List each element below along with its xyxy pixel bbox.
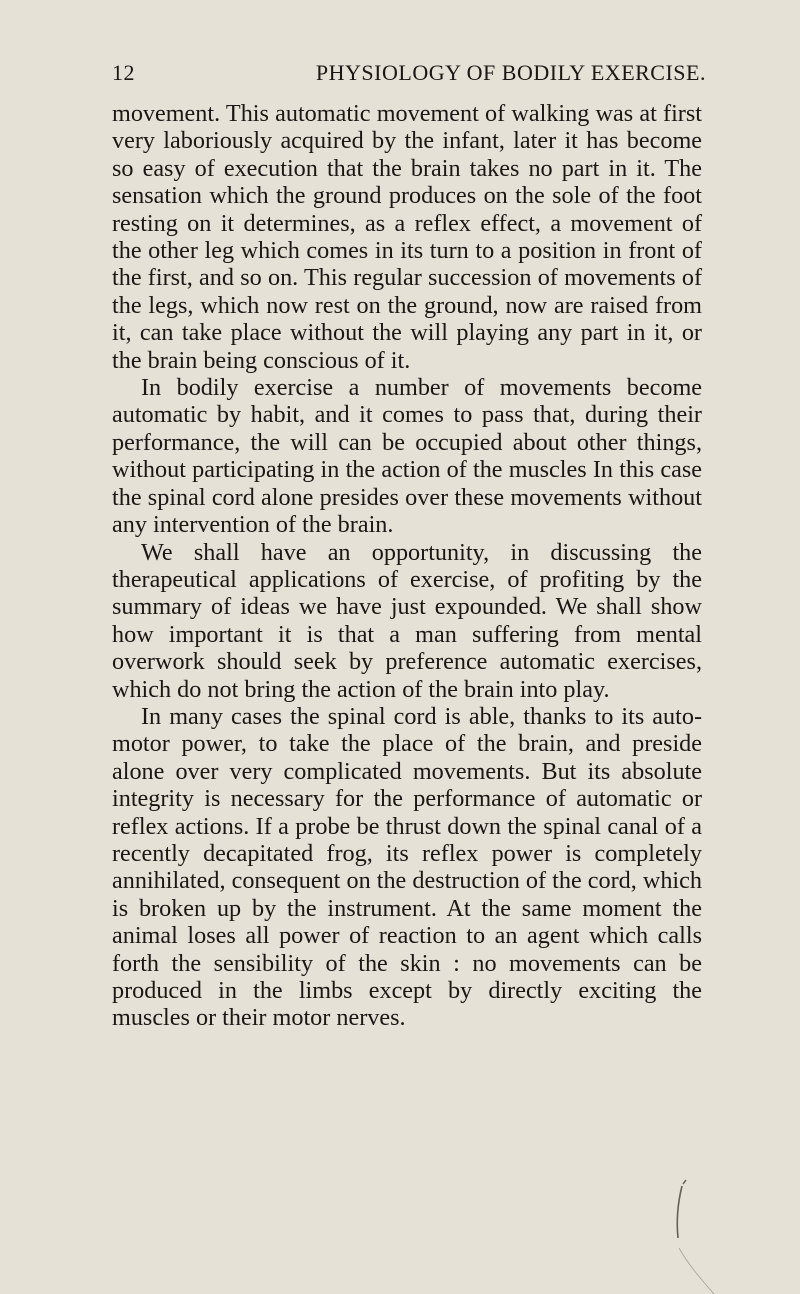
paragraph: In many cases the spinal cord is able, thanks to its auto-motor power, to take the place of the brain, and preside alone over very complicated movements. But its absolute integrity is necessary for the performance of automatic or reflex actions. If a probe be thrust down the spinal canal of a recently decapitated frog, its reflex power is completely annihilated, consequent on the destruction of the cord, which is broken up by the instrument. At the same moment the animal loses all power of reaction to an agent which calls forth the sensibility of the skin : no movements can be produced in the limbs except by directly exciting the muscles or their motor nerves. <box>112 702 702 1032</box>
paragraph: We shall have an opportunity, in discussing the therapeutical applications of exercise, of profiting by the summary of ideas we have just expounded. We shall show how important it is that a man suffering from mental overwork should seek by preference automatic exercises, which do not bring the action of the brain into play. <box>112 538 702 703</box>
paragraph: In bodily exercise a number of movements become automatic by habit, and it comes to pass that, during their performance, the will can be occupied about other things, without participating in the action of the muscles In this case the spinal cord alone presides over these movements without any intervention of the brain. <box>112 374 702 539</box>
page-number: 12 <box>112 60 135 85</box>
paragraph-continuation: movement. This automatic movement of walking was at first very laboriously acquired by the infant, later it has become so easy of execution that the brain takes no part in it. The sensation which the ground produces on the sole of the foot resting on it determines, as a reflex effect, a movement of the other leg which comes in its turn to a position in front of the first, and so on. This regular succession of movements of the legs, which now rest on the ground, now are raised from it, can take place without the will playing any part in it, or the brain being conscious of it. <box>112 100 702 374</box>
running-title: PHYSIOLOGY OF BODILY EXERCISE. <box>315 60 706 85</box>
scan-mark <box>670 1178 730 1294</box>
running-head <box>112 60 706 92</box>
body-text <box>112 100 702 1032</box>
